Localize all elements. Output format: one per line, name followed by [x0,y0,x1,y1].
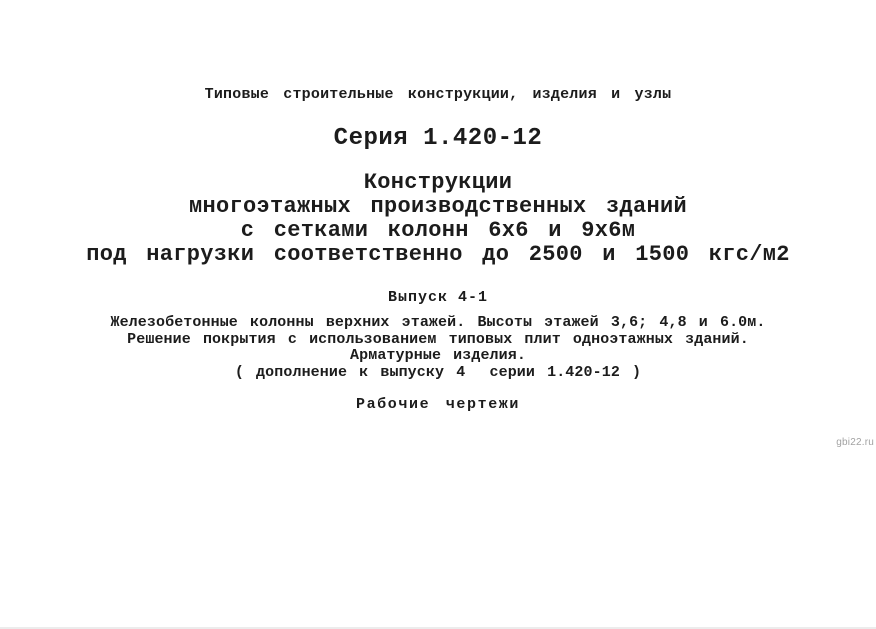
issue-number: Выпуск 4-1 [387,289,488,306]
series-number: Серия 1.420-12 [333,125,543,152]
title-line-2: многоэтажных производственных зданий [188,194,688,219]
main-title-block [0,171,876,267]
description-line-2: Решение покрытия с использованием типовых плит одноэтажных зданий. [127,330,749,348]
document-type-label: Рабочие чертежи [355,396,521,413]
title-line-3: с сетками колонн 6х6 и 9х6м [240,218,636,243]
site-watermark: gbi22.ru [836,437,874,448]
issue-description-block [0,315,876,381]
title-line-1: Конструкции [363,170,513,195]
document-category-header: Типовые строительные конструкции, изделия и узлы [204,86,672,103]
description-line-3: Арматурные изделия. [350,347,526,364]
title-line-4: под нагрузки соответственно до 2500 и 1500 кгс/м2 [86,242,790,267]
description-line-4: ( дополнение к выпуску 4 серии 1.420-12 ) [234,363,642,381]
description-line-1: Железобетонные колонны верхних этажей. Высоты этажей 3,6; 4,8 и 6.0м. [110,314,766,331]
